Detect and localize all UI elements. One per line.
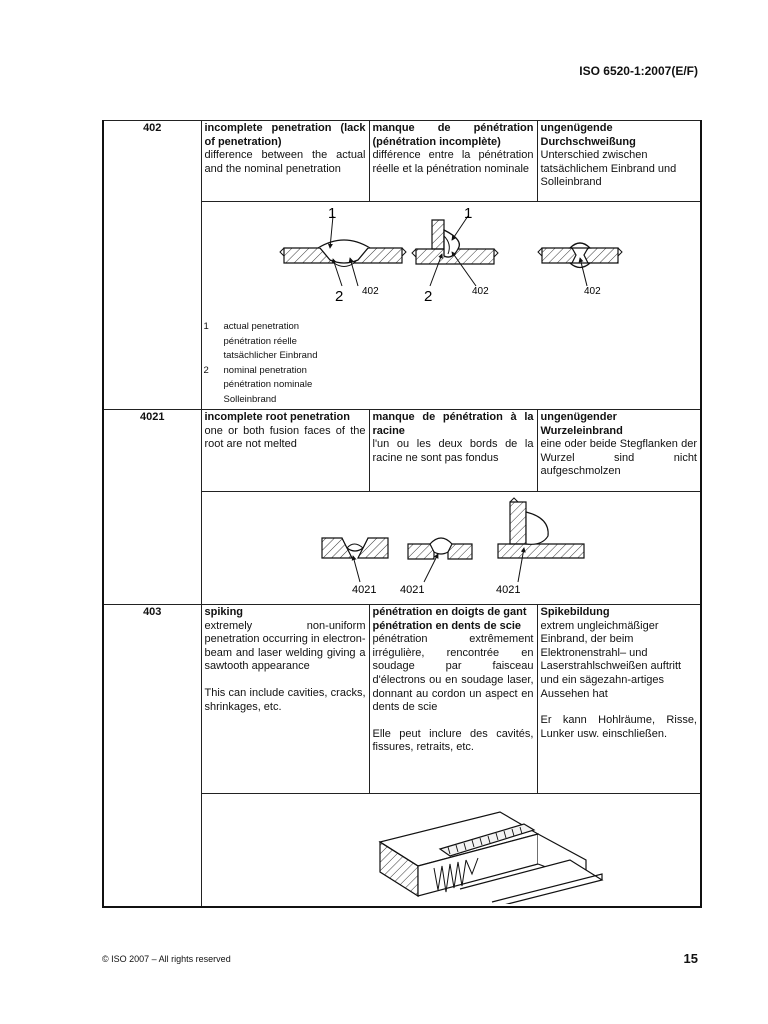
t-fillet-sketch [496, 498, 584, 596]
callout-ref: 402 [583, 286, 601, 297]
english-term: spiking [204, 606, 244, 618]
french-cell [369, 410, 537, 492]
callout-ref: 402 [361, 286, 379, 297]
english-description: extremely non-uniform penetration occurring in electron-beam and laser welding giving a sawtooth appearance [204, 619, 366, 673]
square-butt-sketch [400, 538, 472, 596]
french-term: manque de pénétration (pénétration incomplète) [372, 122, 534, 148]
english-cell [201, 410, 369, 492]
figure-402 [202, 202, 702, 318]
german-cell [537, 605, 701, 794]
callout-2: 2 [334, 288, 343, 305]
page-number: 15 [683, 951, 698, 966]
german-term: ungenügender Wurzeleinbrand [540, 411, 623, 437]
french-cell [369, 605, 537, 794]
callout-1: 1 [463, 205, 472, 222]
spiking-block-sketch [380, 812, 602, 904]
french-note: Elle peut inclure des cavités, fissures, retraits, etc. [372, 727, 534, 754]
table-row [103, 410, 701, 492]
butt-weld-sketch [280, 205, 406, 305]
reference-code: 403 [103, 605, 201, 908]
french-term-alt: pénétration en dents de scie [372, 619, 522, 632]
english-note: This can include cavities, cracks, shrinkages, etc. [204, 686, 366, 713]
german-term: ungenügende Durchschweißung [540, 122, 636, 148]
table-row [103, 121, 701, 202]
german-note: Er kann Hohlräume, Risse, Lunker usw. einschließen. [540, 714, 697, 740]
french-term: pénétration en doigts de gant [372, 606, 527, 618]
callout-1: 1 [327, 205, 336, 222]
german-description: extrem ungleichmäßiger Einbrand, der beim Elektronenstrahl– und Laserstrahlschweißen auftritt und ein sägezahn-artiges Aussehen hat [540, 619, 682, 700]
reference-code: 4021 [103, 410, 201, 605]
copyright-notice: © ISO 2007 – All rights reserved [102, 954, 231, 964]
french-description: l'un ou les deux bords de la racine ne sont pas fondus [372, 438, 534, 464]
german-description: Unterschied zwischen tatsächlichem Einbrand und Solleinbrand [540, 149, 677, 189]
english-term: incomplete penetration (lack of penetration) [204, 122, 366, 148]
german-cell [537, 410, 701, 492]
figure-cell-403 [201, 794, 701, 908]
t-joint-sketch [412, 205, 498, 305]
french-cell [369, 121, 537, 202]
figure-legend [204, 320, 701, 407]
callout-2: 2 [423, 288, 432, 305]
reference-code: 402 [103, 121, 201, 410]
english-cell [201, 121, 369, 202]
figure-4021 [202, 492, 702, 604]
double-weld-sketch [538, 243, 622, 297]
english-description: one or both fusion faces of the root are not melted [204, 424, 366, 451]
callout-ref: 402 [471, 286, 489, 297]
english-cell [201, 605, 369, 794]
callout-ref: 4021 [399, 584, 424, 596]
legend-item: 1 actual penetration pénétration réelle tatsächlicher Einbrand [203, 321, 318, 361]
german-term: Spikebildung [540, 606, 610, 618]
legend-item: 2 nominal penetration pénétration nominale Solleinbrand [203, 364, 313, 405]
french-description: pénétration extrêmement irrégulière, rencontrée en soudage par faisceau d'électrons ou en soudage laser, donnant au cordon un aspect en dents de scie [372, 633, 534, 714]
english-term: incomplete root penetration [204, 411, 350, 423]
figure-cell-4021 [201, 492, 701, 605]
german-description: eine oder beide Stegflanken der Wurzel sind nicht aufgeschmolzen [540, 438, 697, 478]
english-description: difference between the actual and the nominal penetration [204, 149, 366, 175]
callout-ref: 4021 [495, 584, 520, 596]
german-cell [537, 121, 701, 202]
v-groove-sketch [322, 538, 388, 596]
standard-number: ISO 6520-1:2007(E/F) [579, 64, 698, 78]
french-description: différence entre la pénétration réelle et la pénétration nominale [372, 149, 534, 175]
table-row [103, 605, 701, 794]
figure-cell-402 [201, 202, 701, 410]
callout-ref: 4021 [351, 584, 376, 596]
figure-403 [202, 794, 702, 904]
imperfections-table [102, 120, 702, 908]
french-term: manque de pénétration à la racine [372, 411, 534, 437]
